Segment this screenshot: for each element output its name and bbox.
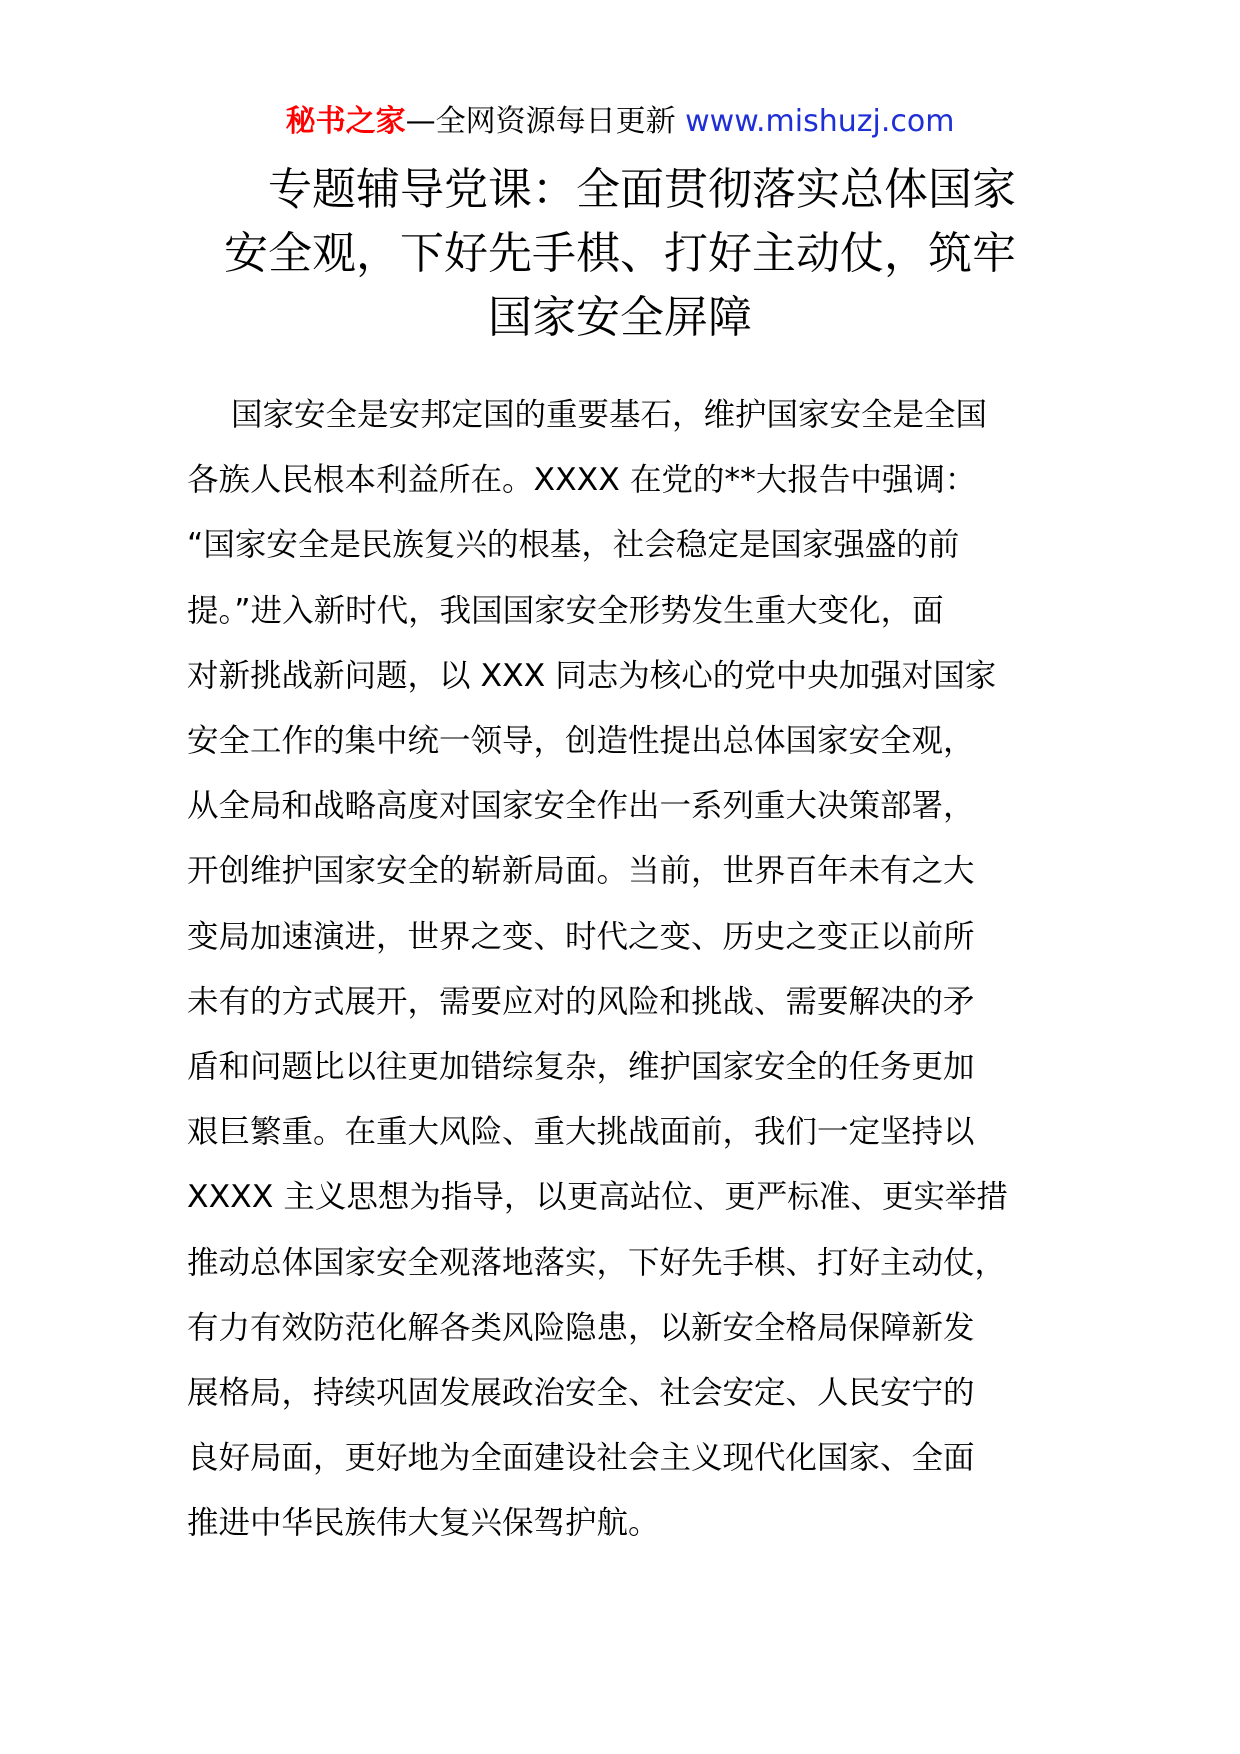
brand-name: 秘书之家 xyxy=(285,104,406,139)
site-url-link[interactable]: www.mishuzj.com xyxy=(685,104,955,139)
body-line: 艰巨繁重。在重大风险、重大挑战面前，我们一定坚持以 xyxy=(187,1114,975,1151)
body-line: 良好局面，更好地为全面建设社会主义现代化国家、全面 xyxy=(187,1440,975,1477)
header-tagline: —全网资源每日更新 xyxy=(405,104,686,139)
title-line-1: 专题辅导党课：全面贯彻落实总体国家 xyxy=(268,164,1016,215)
body-line: 国家安全是安邦定国的重要基石，维护国家安全是全国 xyxy=(231,397,988,433)
body-line: 提。”进入新时代，我国国家安全形势发生重大变化，面 xyxy=(187,592,944,629)
title-line-2: 安全观，下好先手棋、打好主动仗，筑牢 xyxy=(224,228,1016,279)
body-line: 有力有效防范化解各类风险隐患，以新安全格局保障新发 xyxy=(187,1309,975,1346)
document-title xyxy=(185,158,1055,350)
body-line: 对新挑战新问题，以 XXX 同志为核心的党中央加强对国家 xyxy=(187,657,997,694)
body-line: 从全局和战略高度对国家安全作出一系列重大决策部署， xyxy=(187,788,975,825)
body-line: 开创维护国家安全的崭新局面。当前，世界百年未有之大 xyxy=(187,853,975,890)
body-paragraph xyxy=(187,383,1067,1557)
body-line: 推动总体国家安全观落地落实，下好先手棋、打好主动仗， xyxy=(187,1244,1007,1281)
body-line: “国家安全是民族复兴的根基，社会稳定是国家强盛的前 xyxy=(187,527,960,564)
body-line: 安全工作的集中统一领导，创造性提出总体国家安全观， xyxy=(187,723,975,760)
body-line: 各族人民根本利益所在。XXXX 在党的**大报告中强调： xyxy=(187,462,977,499)
body-line: 推进中华民族伟大复兴保驾护航。 xyxy=(187,1505,660,1542)
body-line: 展格局，持续巩固发展政治安全、社会安定、人民安宁的 xyxy=(187,1375,975,1412)
site-header xyxy=(0,100,1240,144)
body-line: 盾和问题比以往更加错综复杂，维护国家安全的任务更加 xyxy=(187,1049,975,1086)
title-line-3: 国家安全屏障 xyxy=(488,292,752,343)
body-line: 变局加速演进，世界之变、时代之变、历史之变正以前所 xyxy=(187,918,975,955)
body-line: XXXX 主义思想为指导，以更高站位、更严标准、更实举措 xyxy=(187,1179,1008,1216)
body-line: 未有的方式展开，需要应对的风险和挑战、需要解决的矛 xyxy=(187,983,975,1020)
